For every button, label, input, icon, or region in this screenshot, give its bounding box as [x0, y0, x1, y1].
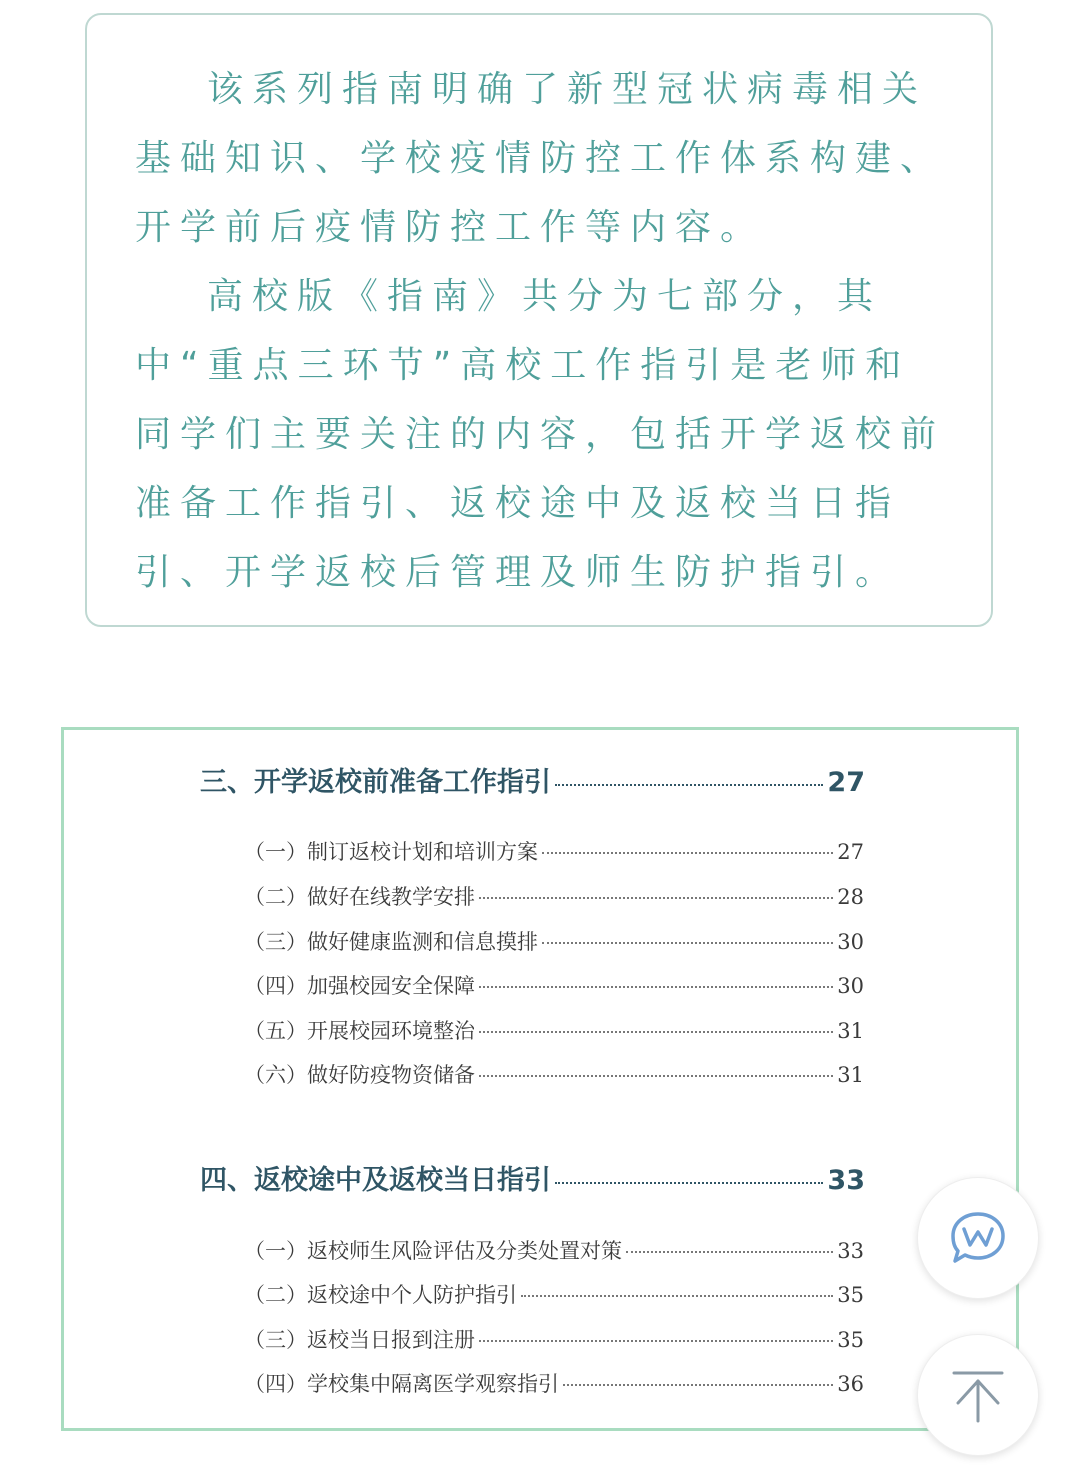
leader-dots — [555, 1178, 823, 1184]
toc-entry — [244, 1059, 864, 1089]
toc-section-4 — [200, 1158, 865, 1197]
toc-entry-label: （一）制订返校计划和培训方案 — [244, 840, 538, 864]
leader-dots — [479, 1336, 833, 1342]
intro-card — [85, 13, 993, 627]
toc-entry-page: 35 — [837, 1283, 864, 1307]
toc-entry-label: （三）返校当日报到注册 — [244, 1328, 475, 1352]
toc-entry — [244, 1015, 864, 1045]
toc-page — [64, 730, 1016, 1428]
toc-entry-label: （二）做好在线教学安排 — [244, 885, 475, 909]
toc-entry — [244, 1235, 864, 1265]
toc-section-page: 27 — [827, 767, 865, 798]
toc-image — [61, 727, 1019, 1431]
toc-entry-label: （四）加强校园安全保障 — [244, 974, 475, 998]
toc-entry-label: （五）开展校园环境整治 — [244, 1019, 475, 1043]
toc-entry-page: 33 — [837, 1239, 864, 1263]
toc-section-title: 四、返校途中及返校当日指引 — [200, 1165, 551, 1196]
toc-entry — [244, 1368, 864, 1398]
leader-dots — [479, 982, 833, 988]
toc-entry — [244, 881, 864, 911]
intro-paragraph-2: 高校版《指南》共分为七部分，其中“重点三环节”高校工作指引是老师和同学们主要关注的内容，包括开学返校前准备工作指引、返校途中及返校当日指引、开学返校后管理及师生防护指引。 — [135, 276, 946, 593]
toc-entry — [244, 926, 864, 956]
toc-entry-label: （一）返校师生风险评估及分类处置对策 — [244, 1239, 622, 1263]
toc-entry — [244, 1324, 864, 1354]
toc-entry-page: 30 — [837, 974, 864, 998]
intro-text — [135, 55, 947, 607]
toc-entry-page: 36 — [837, 1372, 864, 1396]
intro-paragraph-1: 该系列指南明确了新型冠状病毒相关基础知识、学校疫情防控工作体系构建、开学前后疫情防控工作等内容。 — [135, 69, 946, 248]
toc-entry — [244, 836, 864, 866]
chat-w-icon — [946, 1206, 1010, 1270]
toc-entry-page: 30 — [837, 930, 864, 954]
toc-entry-page: 27 — [837, 840, 864, 864]
leader-dots — [542, 938, 833, 944]
chat-button[interactable] — [917, 1177, 1039, 1299]
toc-entry-page: 28 — [837, 885, 864, 909]
toc-entry-label: （四）学校集中隔离医学观察指引 — [244, 1372, 559, 1396]
toc-entry-page: 35 — [837, 1328, 864, 1352]
leader-dots — [626, 1247, 833, 1253]
toc-entry — [244, 1279, 864, 1309]
leader-dots — [555, 780, 823, 786]
toc-section-title: 三、开学返校前准备工作指引 — [200, 767, 551, 798]
leader-dots — [521, 1291, 833, 1297]
toc-section-3 — [200, 760, 865, 799]
toc-entry-label: （三）做好健康监测和信息摸排 — [244, 930, 538, 954]
leader-dots — [542, 848, 833, 854]
back-to-top-button[interactable] — [917, 1334, 1039, 1456]
toc-entry-label: （六）做好防疫物资储备 — [244, 1063, 475, 1087]
toc-entry-label: （二）返校途中个人防护指引 — [244, 1283, 517, 1307]
leader-dots — [479, 1071, 833, 1077]
leader-dots — [563, 1380, 833, 1386]
leader-dots — [479, 1027, 833, 1033]
toc-entry-page: 31 — [837, 1063, 864, 1087]
back-to-top-icon — [946, 1363, 1010, 1427]
toc-section-page: 33 — [827, 1165, 865, 1196]
toc-entry-page: 31 — [837, 1019, 864, 1043]
leader-dots — [479, 893, 833, 899]
toc-entry — [244, 970, 864, 1000]
